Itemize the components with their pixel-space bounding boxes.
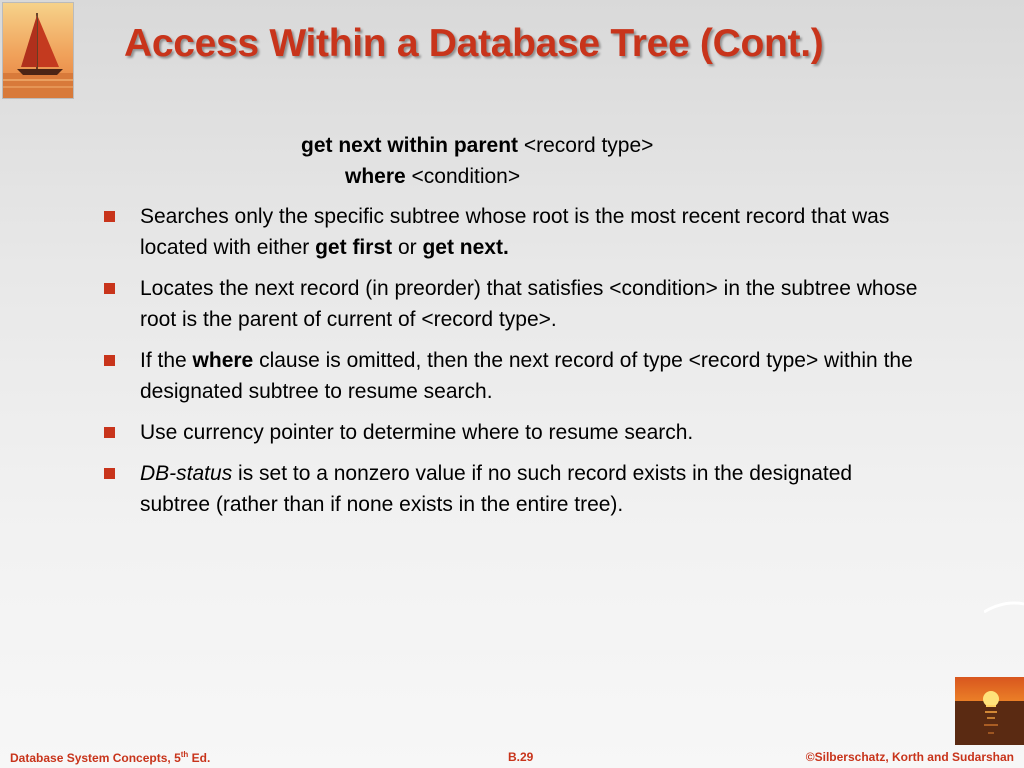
bullet-text: clause is omitted, then the next record of type <record type> within the designated subtree to resume search. <box>140 349 913 403</box>
bullet-item <box>100 458 920 520</box>
sunset-sea-icon <box>955 677 1024 745</box>
footer-book-title: Database System Concepts, 5th Ed. <box>10 750 211 765</box>
bullet-text: If the <box>140 349 193 372</box>
footer-slide-number: B.29 <box>508 750 534 764</box>
bullet-list <box>100 201 920 530</box>
bullet-text: Locates the next record (in preorder) that satisfies <condition> in the subtree whose root is the parent of current of <record type>. <box>140 277 918 331</box>
square-bullet-icon <box>104 355 115 366</box>
syntax-keyword: where <box>345 165 406 188</box>
syntax-line-2 <box>301 161 653 192</box>
sunset-logo <box>955 677 1024 745</box>
bullet-item <box>100 417 920 448</box>
square-bullet-icon <box>104 468 115 479</box>
decorative-swoosh <box>984 598 1024 618</box>
syntax-argument: <record type> <box>518 134 654 157</box>
bullet-text: get first <box>315 236 393 259</box>
footer-copyright: ©Silberschatz, Korth and Sudarshan <box>805 750 1014 764</box>
footer <box>0 745 1024 768</box>
bullet-item <box>100 345 920 407</box>
syntax-argument: <condition> <box>405 165 521 188</box>
syntax-block <box>301 130 653 192</box>
bullet-text: Use currency pointer to determine where to resume search. <box>140 421 694 444</box>
square-bullet-icon <box>104 283 115 294</box>
slide-title: Access Within a Database Tree (Cont.) <box>124 22 824 65</box>
bullet-text: get next. <box>422 236 509 259</box>
bullet-text: DB-status <box>140 462 233 485</box>
bullet-text: or <box>392 236 423 259</box>
square-bullet-icon <box>104 427 115 438</box>
bullet-text: is set to a nonzero value if no such record exists in the designated subtree (rather than if none exists in the entire tree). <box>140 462 853 516</box>
sailboat-sunset-icon <box>3 3 73 98</box>
syntax-line-1 <box>301 130 653 161</box>
syntax-keyword: get next within parent <box>301 134 519 157</box>
square-bullet-icon <box>104 211 115 222</box>
bullet-text: Searches only the specific subtree whose root is the most recent record that was located with either <box>140 205 890 259</box>
sailboat-logo <box>2 2 74 99</box>
bullet-item <box>100 273 920 335</box>
bullet-text: where <box>192 349 254 372</box>
bullet-item <box>100 201 920 263</box>
